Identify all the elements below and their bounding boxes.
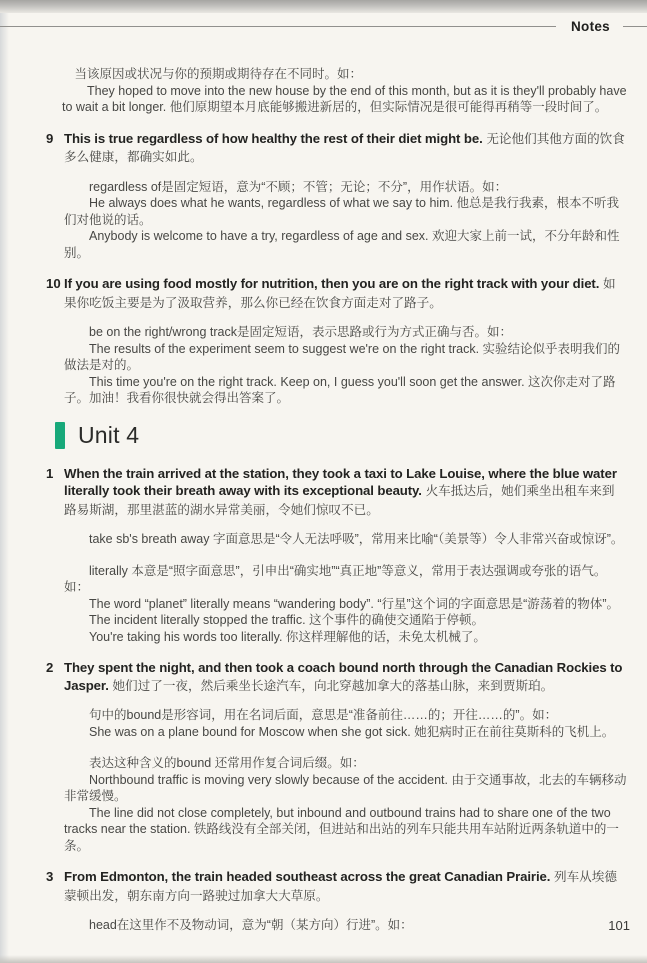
item-headline <box>64 659 627 695</box>
note-paragraph: head在这里作不及物动词，意为“朝（某方向）行进”。如： <box>89 918 413 932</box>
note-paragraph: The word “planet” literally means “wandering body”. “行星”这个词的字面意思是“游荡着的物体”。 <box>89 596 619 611</box>
item-number: 2 <box>46 660 54 675</box>
note-paragraph: be on the right/wrong track是固定短语，表示思路或行为方式正确与否。如： <box>89 325 512 339</box>
item-body <box>64 659 627 854</box>
unit-heading <box>55 421 627 451</box>
item-headline-en: From Edmonton, the train headed southeast across the great Canadian Prairie. <box>64 869 551 884</box>
note-block <box>64 324 627 407</box>
page-number: 101 <box>608 918 630 933</box>
note-paragraph: take sb's breath away 字面意思是“令人无法呼吸”，常用来比喻“（美景等）令人非常兴奋或惊讶”。 <box>89 532 624 546</box>
header-rule-right <box>623 26 647 27</box>
note-paragraph: The line did not close completely, but inbound and outbound trains had to share one of the two tracks near the station. 铁路线没有全部关闭，但进站和出站的列车只能共用车站附近两条轨道中的一条。 <box>64 805 619 853</box>
note-block <box>64 917 627 934</box>
note-paragraph: The incident literally stopped the traffic. 这个事件的确使交通陷于停顿。 <box>89 613 485 627</box>
continued-note-block <box>62 66 627 116</box>
scan-edge-top <box>0 0 647 13</box>
item-headline-en: When the train arrived at the station, they took a taxi to Lake Louise, where the blue water literally took their breath away with its exceptional beauty. <box>64 465 617 498</box>
item-number: 10 <box>46 276 61 291</box>
item-headline-zh: 火车抵达后，她们乘坐出租车来到路易斯湖，那里湛蓝的湖水异常美丽，令她们惊叹不已。 <box>64 484 615 517</box>
note-paragraph: 句中的bound是形容词，用在名词后面，意思是“准备前往……的；开往……的”。如： <box>89 708 558 722</box>
note-paragraph: literally 本意是“照字面意思”，引申出“确实地”“真正地”等意义，常用于表达强调或夸张的语气。如： <box>64 563 607 594</box>
note-block <box>64 563 627 646</box>
item-body <box>64 868 627 934</box>
item-headline <box>64 868 627 905</box>
item-headline-zh: 她们过了一夜，然后乘坐长途汽车，向北穿越加拿大的落基山脉，来到贾斯珀。 <box>112 678 554 693</box>
item-headline-en: This is true regardless of how healthy the rest of their diet might be. <box>64 130 483 146</box>
unit-accent-bar <box>55 422 65 449</box>
header-rule-left <box>0 26 556 27</box>
note-paragraph: You're taking his words too literally. 你这样理解他的话，未免太机械了。 <box>89 629 486 644</box>
note-paragraph: This time you're on the right track. Keep on, I guess you'll soon get the answer. 这次你走对了路子。加油！我看你很快就会得出答案了。 <box>64 374 616 405</box>
note-item-2 <box>46 659 627 854</box>
scan-edge-bottom <box>0 955 647 963</box>
note-item-3 <box>46 868 627 934</box>
item-headline <box>64 465 627 520</box>
item-number: 9 <box>46 130 54 146</box>
note-paragraph: Northbound traffic is moving very slowly because of the accident. 由于交通事故，北去的车辆移动非常缓慢。 <box>64 772 627 803</box>
note-block <box>64 179 627 262</box>
item-headline-zh: 如果你吃饭主要是为了汲取营养，那么你已经在饮食方面走对了路子。 <box>64 277 616 310</box>
intro-paragraph: They hoped to move into the new house by the end of this month, but as it is they'll probably have to wait a bit longer. 他们原期望本月底能够搬进新居的，但实际情况是很可能得再稍等一段时间了。 <box>62 83 627 114</box>
unit-title: Unit 4 <box>78 422 140 448</box>
item-body <box>64 275 627 407</box>
note-block <box>64 707 627 740</box>
item-number: 1 <box>46 465 54 481</box>
note-paragraph: She was on a plane bound for Moscow when she got sick. 她犯病时正在前往莫斯科的飞机上。 <box>89 724 615 739</box>
note-block <box>64 531 627 548</box>
item-headline-zh: 列车从埃德蒙顿出发，朝东南方向一路驶过加拿大大草原。 <box>64 870 617 903</box>
note-block <box>64 755 627 854</box>
intro-paragraph: 当该原因或状况与你的预期或期待存在不同时。如： <box>74 67 363 81</box>
note-paragraph: He always does what he wants, regardless of what we say to him. 他总是我行我素，根本不听我们对他说的话。 <box>64 196 620 227</box>
notes-header-label: Notes <box>570 19 610 34</box>
item-number: 3 <box>46 869 54 884</box>
note-paragraph: The results of the experiment seem to suggest we're on the right track. 实验结论似乎表明我们的做法是对的。 <box>64 341 621 372</box>
note-paragraph: regardless of是固定短语，意为“不顾；不管；无论；不分”，用作状语。如： <box>89 179 508 194</box>
item-body <box>64 465 627 646</box>
item-headline-zh: 无论他们其他方面的饮食多么健康，都确实如此。 <box>64 131 625 164</box>
item-headline <box>64 275 627 312</box>
page-content <box>46 66 627 934</box>
note-item-1 <box>46 465 627 646</box>
note-item-10 <box>46 275 627 407</box>
item-headline-en: They spent the night, and then took a coach bound north through the Canadian Rockies to Jasper. <box>64 660 623 693</box>
note-paragraph: Anybody is welcome to have a try, regardless of age and sex. 欢迎大家上前一试，不分年龄和性别。 <box>64 229 620 260</box>
scan-edge-left <box>0 13 9 963</box>
item-headline <box>64 130 627 167</box>
page-header <box>0 19 647 34</box>
note-item-9 <box>46 130 627 262</box>
note-paragraph: 表达这种含义的bound 还常用作复合词后缀。如： <box>89 756 365 770</box>
item-body <box>64 130 627 262</box>
item-headline-en: If you are using food mostly for nutrition, then you are on the right track with your diet. <box>64 276 600 291</box>
